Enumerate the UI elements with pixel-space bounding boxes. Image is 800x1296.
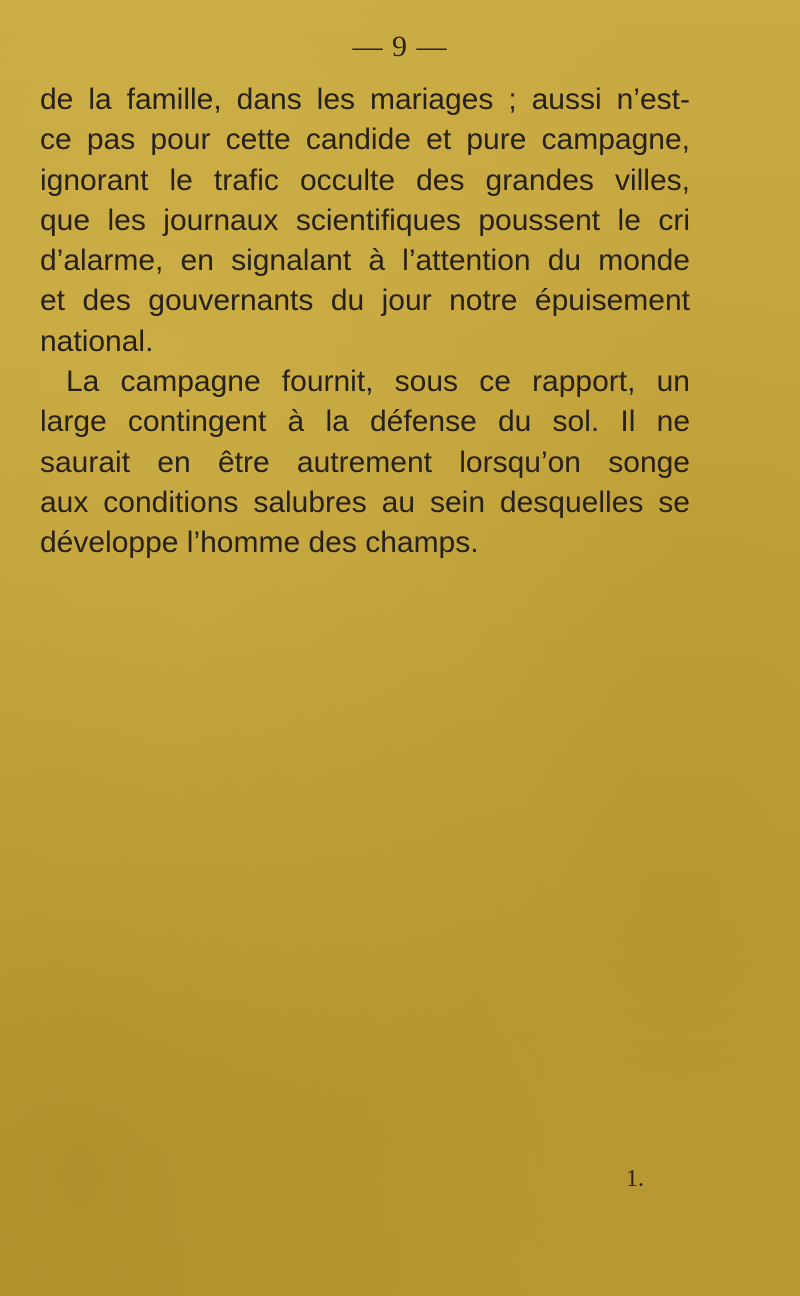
text-line: de la famille, dans les mariages ; aussi n’est- xyxy=(40,83,690,116)
text-line: développe l’homme des champs. xyxy=(40,526,479,560)
text-line: que les journaux scientifiques poussent le cri xyxy=(40,203,690,237)
text-line: national. xyxy=(40,324,154,358)
text-line: et des gouvernants du jour notre épuisement xyxy=(40,284,690,318)
text-line: ce pas pour cette candide et pure campagne, xyxy=(40,123,690,157)
paragraph-2 xyxy=(40,362,690,563)
text-line: ignorant le trafic occulte des grandes villes, xyxy=(40,163,690,197)
page-number: — 9 — xyxy=(352,30,448,63)
text-line: saurait en être autrement lorsqu’on songe xyxy=(40,445,690,479)
paragraph-1 xyxy=(40,80,690,362)
signature-mark: 1. xyxy=(626,1166,644,1192)
text-line: d’alarme, en signalant à l’attention du monde xyxy=(40,244,690,278)
text-line: aux conditions salubres au sein desquelles se xyxy=(40,485,690,519)
text-line: large contingent à la défense du sol. Il ne xyxy=(40,405,690,439)
body-text xyxy=(40,80,690,564)
text-line: La campagne fournit, sous ce rapport, un xyxy=(66,365,690,399)
